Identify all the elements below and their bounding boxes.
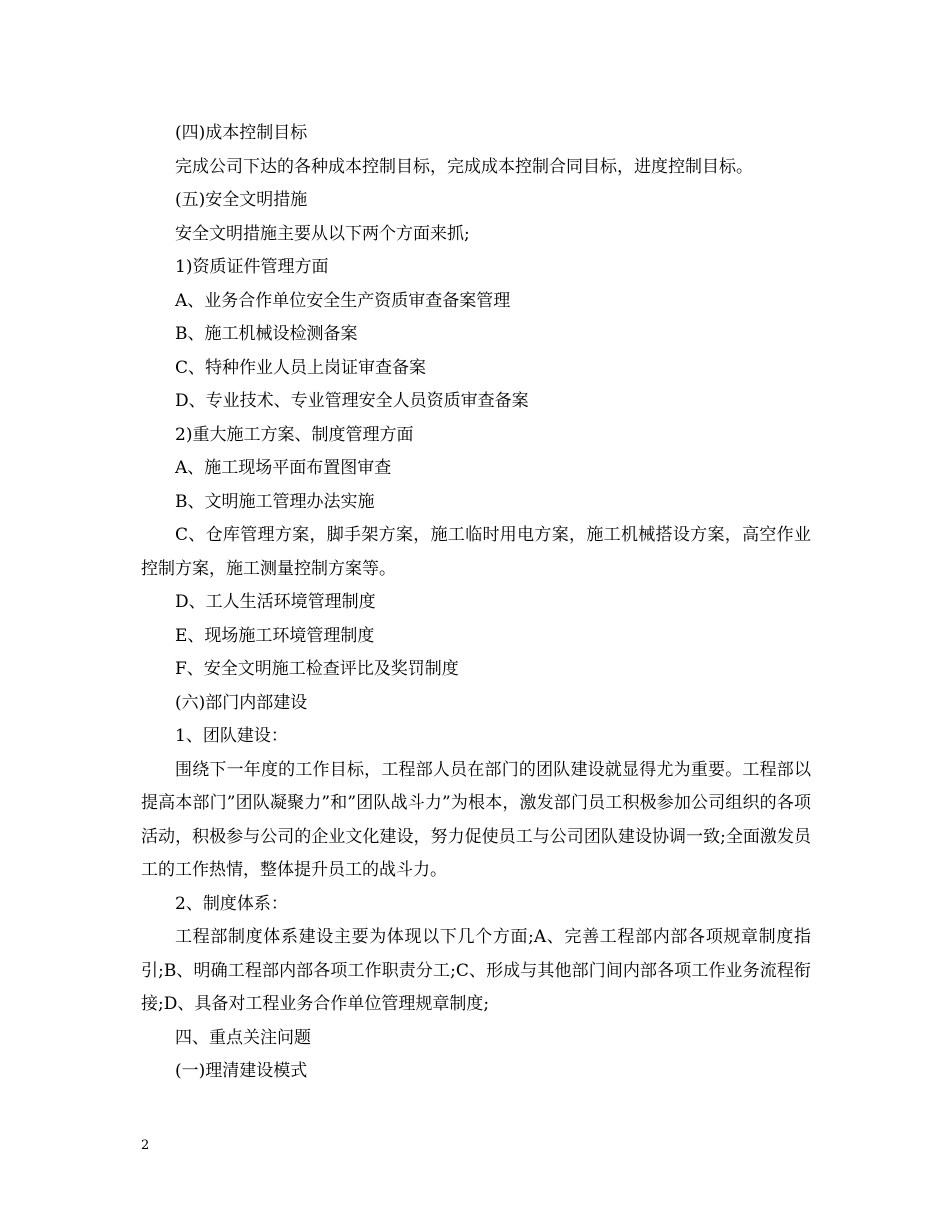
subheading: 2)重大施工方案、制度管理方面 (175, 424, 414, 445)
list-item: B、文明施工管理办法实施 (175, 491, 375, 512)
list-item: F、安全文明施工检查评比及奖罚制度 (175, 659, 459, 679)
section-heading: (四)成本控制目标 (175, 123, 308, 143)
list-item: D、工人生活环境管理制度 (175, 592, 376, 612)
section-heading: (五)安全文明措施 (175, 190, 308, 210)
page-number: 2 (141, 1138, 150, 1153)
list-item: C、仓库管理方案，脚手架方案，施工临时用电方案，施工机械搭设方案，高空作业控制方案，施工测量控制方案等。 (141, 525, 811, 579)
body-text (141, 117, 811, 1089)
paragraph: 完成公司下达的各种成本控制目标，完成成本控制合同目标，进度控制目标。 (175, 156, 753, 177)
section-heading: (六)部门内部建设 (175, 692, 308, 713)
list-item: E、现场施工环境管理制度 (175, 625, 375, 646)
list-item: A、业务合作单位安全生产资质审查备案管理 (175, 290, 511, 311)
paragraph: 安全文明措施主要从以下两个方面来抓; (175, 223, 470, 244)
section-heading: 四、重点关注问题 (175, 1027, 311, 1048)
paragraph: 围绕下一年度的工作目标，工程部人员在部门的团队建设就显得尤为重要。工程部以提高本部门”团队凝聚力”和”团队战斗力”为根本，激发部门员工积极参加公司组织的各项活动，积极参与公司的企业文化建设，努力促使员工与公司团队建设协调一致;全面激发员工的工作热情，整体提升员工的战斗力。 (141, 759, 811, 880)
list-item: B、施工机械设检测备案 (175, 324, 358, 344)
subheading: 1、团队建设： (175, 726, 288, 746)
subheading: 1)资质证件管理方面 (175, 257, 329, 277)
list-item: D、专业技术、专业管理安全人员资质审查备案 (175, 391, 529, 411)
subheading: 2、制度体系： (175, 893, 288, 914)
list-item: A、施工现场平面布置图审查 (175, 458, 392, 478)
list-item: C、特种作业人员上岗证审查备案 (175, 357, 427, 378)
paragraph: 工程部制度体系建设主要为体现以下几个方面;A、完善工程部内部各项规章制度指引;B、明确工程部内部各项工作职责分工;C、形成与其他部门间内部各项工作业务流程衔接;D、具备对工程业务合作单位管理规章制度; (141, 927, 811, 1014)
section-heading: (一)理清建设模式 (175, 1061, 308, 1081)
